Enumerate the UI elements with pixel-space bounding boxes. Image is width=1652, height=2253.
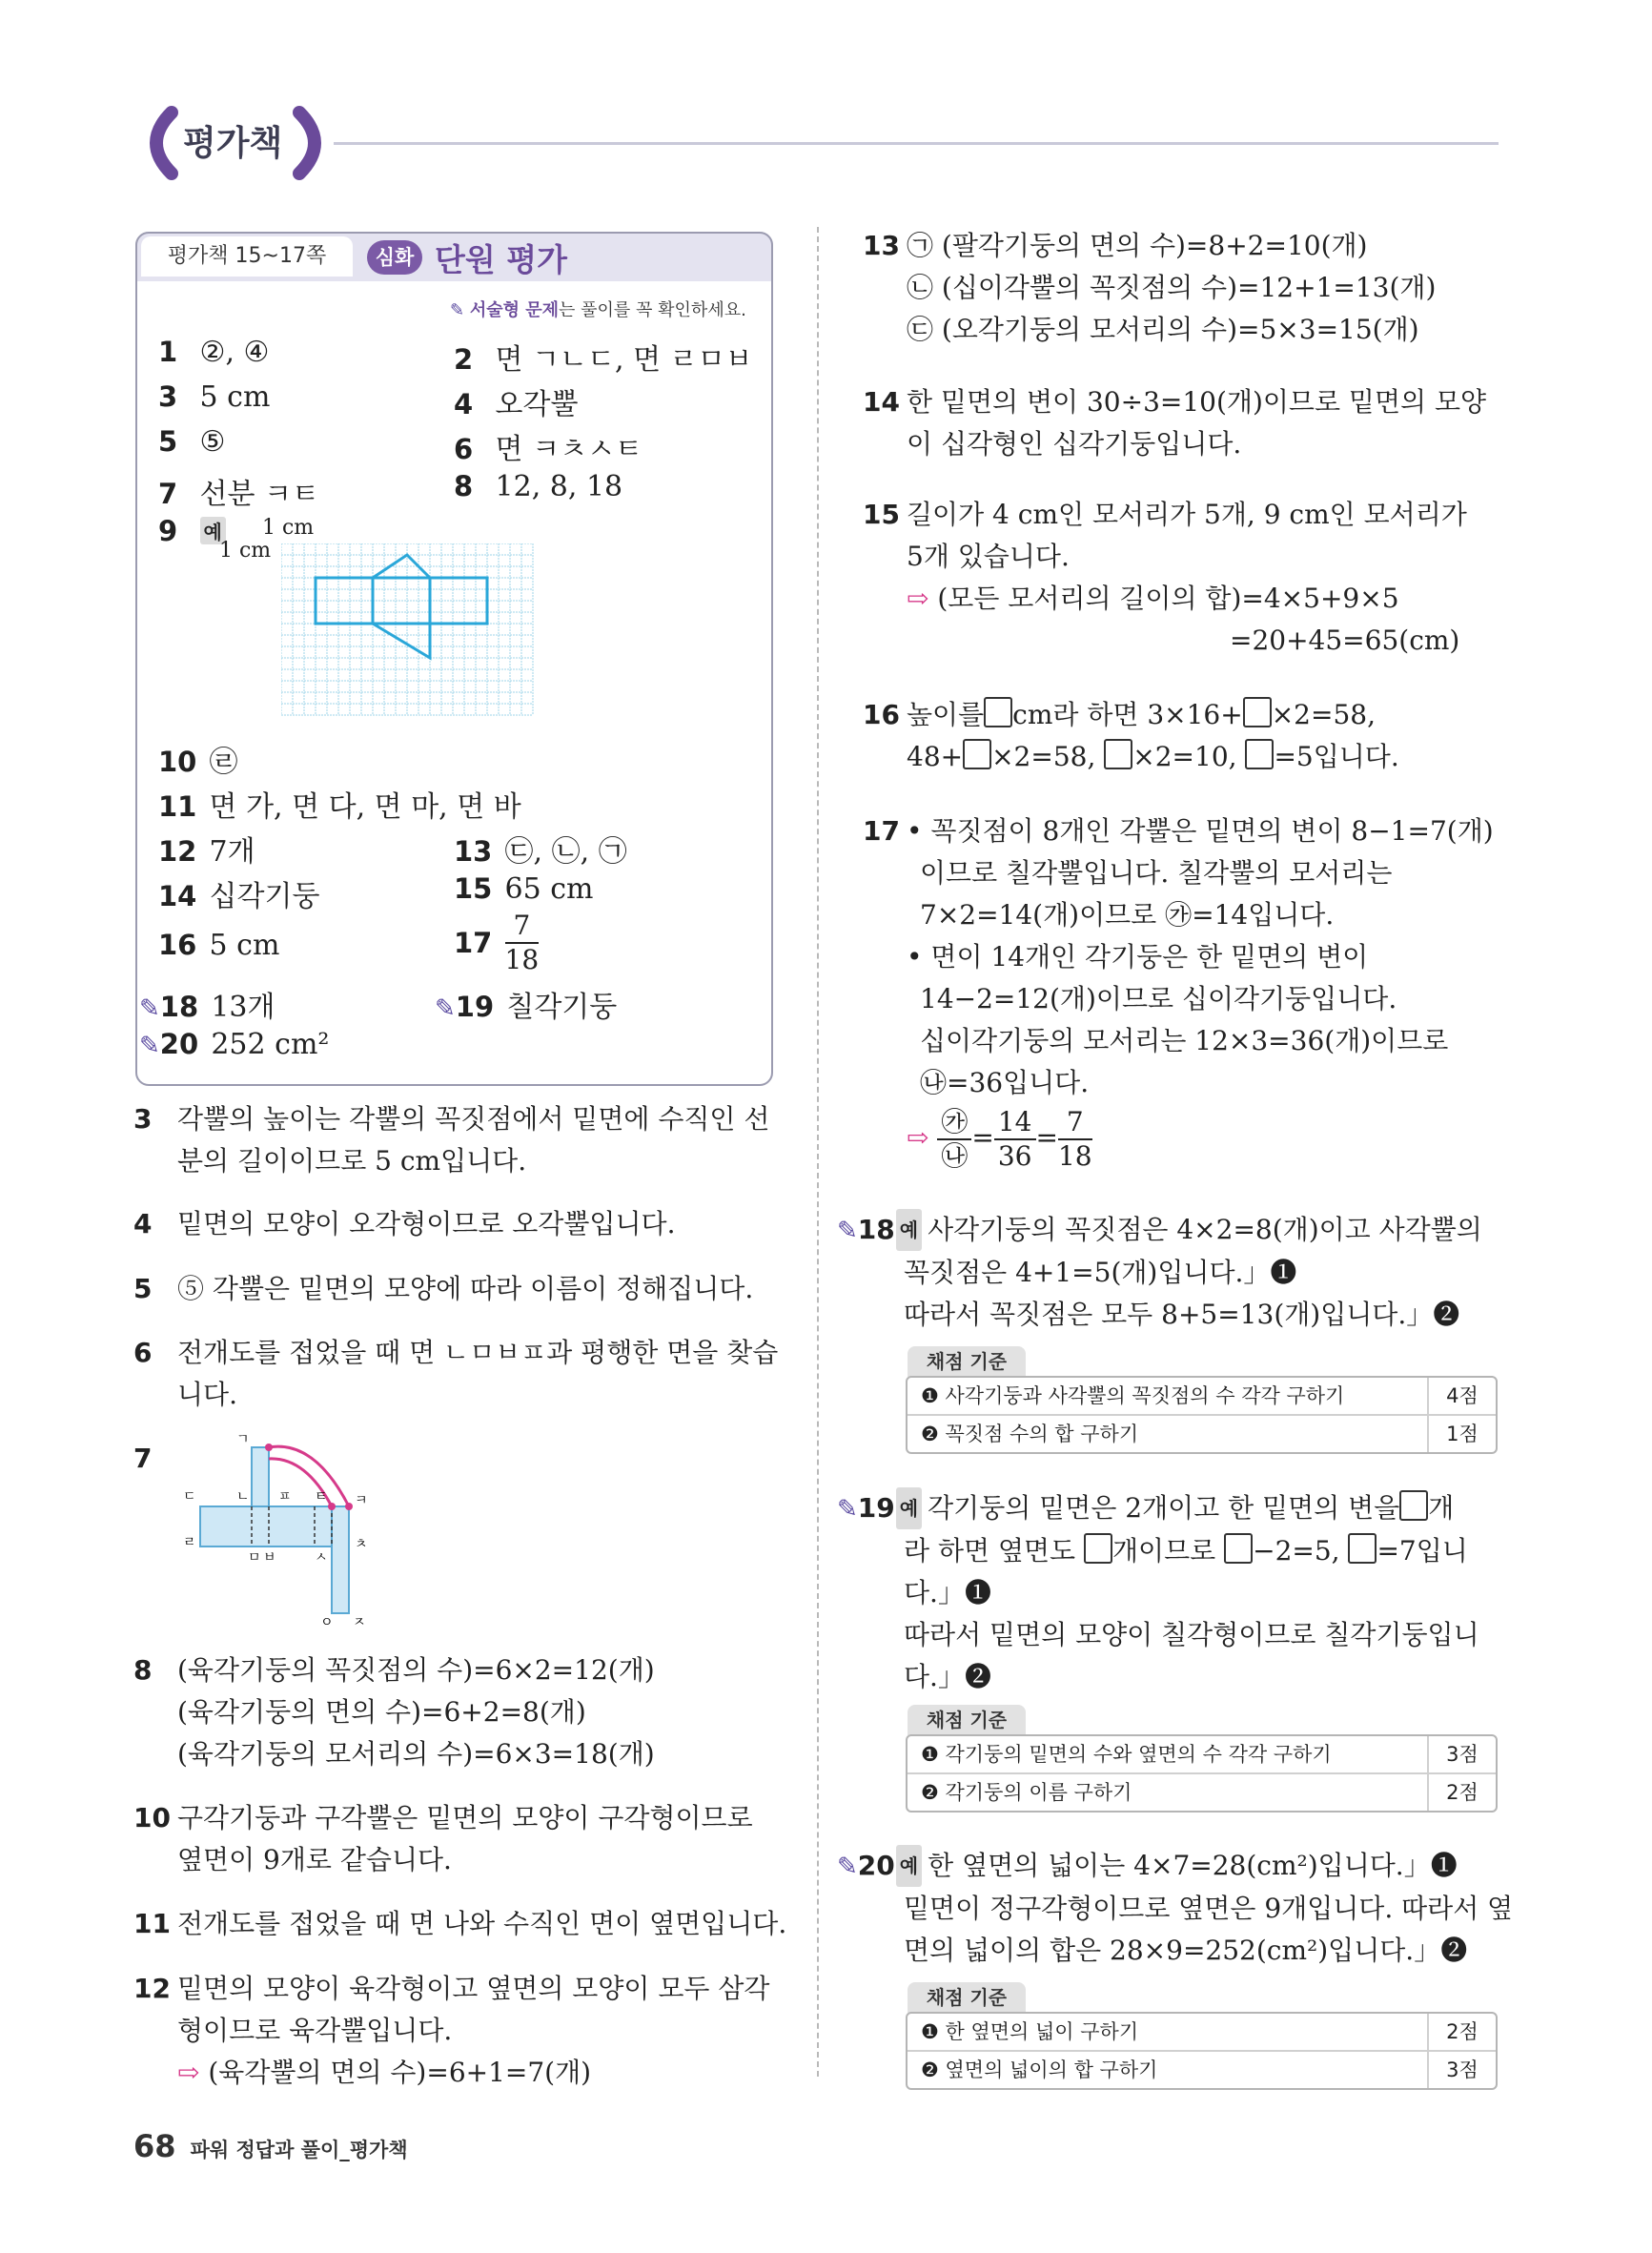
arrow-icon: ⇨ [177, 2057, 200, 2088]
fraction-ga-na: $\frac{㉮}{㉯}$ [937, 1106, 971, 1173]
solution-20: ✎20 예 한 옆면의 넓이는 4×7=28(cm²)입니다.」❶ 밑면이 정구각형이므로 옆면은 9개입니다. 따라서 옆 면의 넓이의 합은 28×9=252(cm²)입니다.」❷ [837, 1845, 1513, 1972]
answer-12: 12 7개 [158, 835, 255, 869]
solution-10: 10 구각기둥과 구각뿔은 밑면의 모양이 구각형이므로 옆면이 9개로 같습니다. [133, 1802, 753, 1875]
blank-box [1348, 1533, 1377, 1564]
net7-label-r: ㄹ [183, 1535, 196, 1550]
answer-6: 6 면 ㅋㅊㅅㅌ [454, 433, 642, 466]
level-badge: 심화 [367, 240, 422, 275]
net7-label-o: ㅇ [320, 1615, 334, 1630]
table-row: ❶ 각기둥의 밑면의 수와 옆면의 수 각각 구하기 3점 [908, 1736, 1496, 1774]
answer-8: 8 12, 8, 18 [454, 470, 623, 503]
net7-label-b: ㅂ [263, 1550, 276, 1566]
answer-11: 11 면 가, 면 다, 면 마, 면 바 [158, 790, 521, 824]
solution-17: 17 • 꼭짓점이 8개인 각뿔은 밑면의 변이 8−1=7(개) 이므로 칠각뿔입니다. 칠각뿔의 모서리는 7×2=14(개)이므로 ㉮=14입니다. • 면이 14개인 각기둥은 한 밑면의 변이 14−2=12(개)이므로 십이각기둥입니다. 십이각기둥의 모서리는 12×3=36(개)이므로 ㉯=36입니다. ⇨ $\frac{㉮}{㉯}$ = $\frac{14}{36}$ = $\frac{7}{18}$ [863, 815, 1494, 1172]
solution-15: 15 길이가 4 cm인 모서리가 5개, 9 cm인 모서리가 5개 있습니다. ⇨ (모든 모서리의 길이의 합)=4×5+9×5 =20+45=65(cm) [863, 499, 1467, 656]
answer-10: 10 ㉣ [158, 746, 238, 779]
solution-16: 16 높이를 cm라 하면 3×16+ ×2=58, 48+ ×2=58, ×2=10, =5입니다. [863, 699, 1399, 772]
header-rule [334, 142, 1499, 145]
net7-label-g: ㄱ [236, 1432, 250, 1447]
net7-label-n: ㄴ [236, 1489, 250, 1505]
blank-box [1224, 1533, 1253, 1564]
pen-icon: ✎ [837, 1495, 858, 1524]
pen-icon: ✎ [139, 994, 160, 1023]
footer-text: 파워 정답과 풀이_평가책 [190, 2139, 408, 2161]
scoring-table-20 [906, 2012, 1498, 2090]
answer-2: 2 면 ㄱㄴㄷ, 면 ㄹㅁㅂ [454, 343, 753, 377]
solution-11: 11 전개도를 접었을 때 면 나와 수직인 면이 옆면입니다. [133, 1908, 787, 1939]
table-row: ❶ 한 옆면의 넓이 구하기 2점 [908, 2014, 1496, 2052]
answer-5: 5 ⑤ [158, 425, 226, 459]
solution-18: ✎18 예 사각기둥의 꼭짓점은 4×2=8(개)이고 사각뿔의 꼭짓점은 4+1=5(개)입니다.」❶ 따라서 꼭짓점은 모두 8+5=13(개)입니다.」❷ [837, 1209, 1482, 1336]
scoring-table-19 [906, 1734, 1498, 1813]
solution-13: 13 ㉠ (팔각기둥의 면의 수)=8+2=10(개) ㉡ (십이각뿔의 꼭짓점의 수)=12+1=13(개) ㉢ (오각기둥의 모서리의 수)=5×3=15(개) [863, 230, 1437, 345]
pen-icon: ✎ [837, 1217, 858, 1245]
net7-label-j: ㅈ [353, 1615, 366, 1630]
header-title: 평가책 [183, 124, 283, 163]
net7-label-k: ㅋ [355, 1493, 368, 1508]
solution-3: 3 각뿔의 높이는 각뿔의 꼭짓점에서 밑면에 수직인 선 분의 길이이므로 5 cm입니다. [133, 1103, 770, 1177]
blank-box [984, 697, 1012, 727]
table-row: ❷ 각기둥의 이름 구하기 2점 [908, 1774, 1496, 1811]
answer-20: ✎20 252 cm² [139, 1028, 330, 1061]
page-number: 68 [133, 2128, 176, 2164]
net7-label-ch: ㅊ [355, 1537, 368, 1552]
blank-box [1084, 1533, 1112, 1564]
blank-box [1243, 697, 1272, 727]
pen-icon: ✎ [435, 994, 456, 1023]
answer-16: 16 5 cm [158, 929, 280, 962]
scoring-label-19: 채점 기준 [908, 1705, 1026, 1735]
pen-icon: ✎ [837, 1853, 858, 1881]
net-figure-7 [172, 1430, 391, 1630]
answer-17: 17 $\frac{7}{18}$ [454, 910, 540, 975]
arrow-icon: ⇨ [907, 583, 929, 614]
solution-6: 6 전개도를 접었을 때 면 ㄴㅁㅂㅍ과 평행한 면을 찾습 니다. [133, 1337, 779, 1410]
net7-label-d: ㄷ [183, 1489, 196, 1505]
note-bold: 서술형 문제 [469, 300, 560, 320]
answer-3: 3 5 cm [158, 380, 271, 414]
net7-label-s: ㅅ [315, 1550, 328, 1566]
answer-13: 13 ㉢, ㉡, ㉠ [454, 835, 627, 869]
answer-9: 9 예 [158, 515, 232, 548]
solution-7: 7 [133, 1443, 153, 1474]
scoring-label-18: 채점 기준 [908, 1346, 1026, 1377]
table-row: ❷ 옆면의 넓이의 합 구하기 3점 [908, 2052, 1496, 2088]
header-bracket-right [290, 105, 337, 181]
solution-8: 8 (육각기둥의 꼭짓점의 수)=6×2=12(개) (육각기둥의 면의 수)=6+2=8(개) (육각기둥의 모서리의 수)=6×3=18(개) [133, 1654, 655, 1770]
answer-19: ✎19 칠각기둥 [435, 991, 618, 1024]
header-bracket-left [133, 105, 181, 181]
net7-label-p: ㅍ [278, 1489, 292, 1505]
net-grid-figure [281, 543, 534, 725]
grid-label-top: 1 cm [262, 516, 315, 540]
solution-4: 4 밑면의 모양이 오각형이므로 오각뿔입니다. [133, 1208, 676, 1239]
fraction-7-18: $\frac{7}{18}$ [1057, 1106, 1092, 1172]
table-row: ❷ 꼭짓점 수의 합 구하기 1점 [908, 1416, 1496, 1452]
blank-box [1399, 1490, 1428, 1521]
solution-14: 14 한 밑면의 변이 30÷3=10(개)이므로 밑면의 모양 이 십각형인 십각기둥입니다. [863, 386, 1487, 460]
answer-4: 4 오각뿔 [454, 388, 579, 421]
table-row: ❶ 사각기둥과 사각뿔의 꼭짓점의 수 각각 구하기 4점 [908, 1378, 1496, 1416]
solution-12: 12 밑면의 모양이 육각형이고 옆면의 모양이 모두 삼각 형이므로 육각뿔입니다. ⇨ (육각뿔의 면의 수)=6+1=7(개) [133, 1973, 770, 2088]
grid-label-left: 1 cm [219, 539, 272, 563]
solution-5: 5 ⑤ 각뿔은 밑면의 모양에 따라 이름이 정해집니다. [133, 1273, 754, 1304]
scoring-table-18 [906, 1376, 1498, 1454]
page-range-tab: 평가책 15~17쪽 [141, 236, 353, 277]
arrow-icon: ⇨ [907, 1121, 929, 1154]
net7-label-t: ㅌ [315, 1489, 328, 1505]
blank-box [963, 739, 991, 769]
fraction-14-36: $\frac{14}{36}$ [994, 1106, 1036, 1173]
solution-19: ✎19 예 각기둥의 밑면은 2개이고 한 밑면의 변을 개 라 하면 옆면도 개이므로 −2=5, =7입니 다.」❶ 따라서 밑면의 모양이 칠각형이므로 칠각기둥입니 다.」❷ [837, 1487, 1479, 1698]
pen-icon: ✎ [139, 1032, 160, 1060]
page-footer [133, 2128, 408, 2164]
answer-15: 15 65 cm [454, 872, 594, 906]
note-rest: 는 풀이를 꼭 확인하세요. [559, 300, 746, 320]
scoring-label-20: 채점 기준 [908, 1982, 1026, 2013]
blank-box [1245, 739, 1274, 769]
answer-1: 1 ②, ④ [158, 336, 270, 369]
descriptive-note [450, 297, 746, 321]
answer-14: 14 십각기둥 [158, 880, 320, 913]
answer-7: 7 선분 ㅋㅌ [158, 478, 320, 511]
column-divider [817, 227, 819, 2077]
answer-17-fraction: $\frac{7}{18}$ [504, 910, 540, 975]
section-title: 단원 평가 [435, 241, 568, 278]
blank-box [1104, 739, 1132, 769]
pen-icon: ✎ [450, 300, 465, 320]
net7-label-m: ㅁ [248, 1550, 261, 1566]
answer-18: ✎18 13개 [139, 991, 275, 1024]
